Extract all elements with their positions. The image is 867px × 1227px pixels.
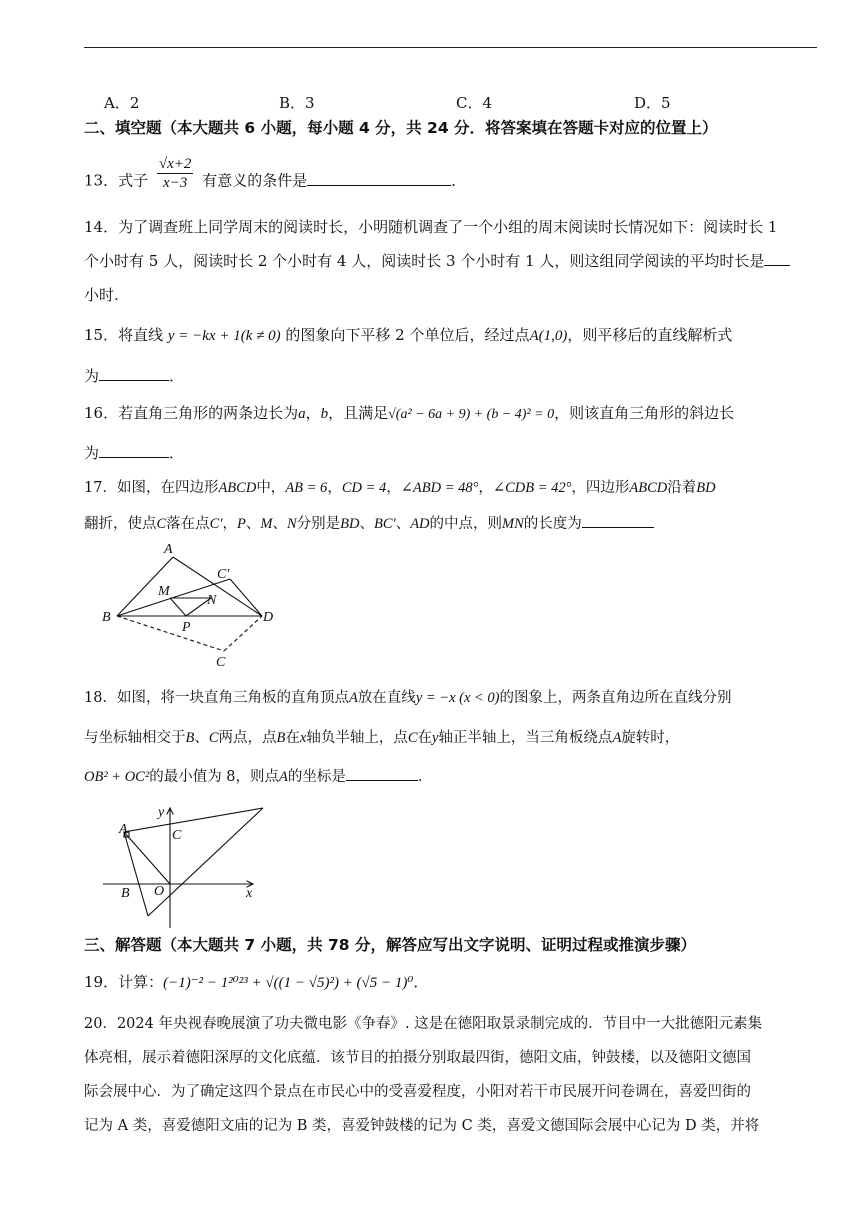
q17-text-d: 沿着 (667, 480, 697, 496)
q17-text-e: 翻折，使点 (84, 516, 157, 532)
label-c: C (172, 828, 182, 843)
q13-end: ． (451, 171, 467, 190)
q17-angle-cdb: ∠CDB = 42° (492, 480, 572, 496)
q17-comma: ， (327, 480, 342, 496)
q17-text-h: 的中点，则 (429, 516, 503, 532)
q18-text-d: 与坐标轴相交于 (84, 730, 186, 746)
segment-pm (170, 598, 186, 616)
q18-a: A (612, 730, 622, 746)
q14-line-2-text: 个小时有 5 人，阅读时长 2 个小时有 4 人，阅读时长 3 个小时有 1 人，则这组同学阅读的平均时长是 (84, 252, 765, 270)
q16-condition: √(a² − 6a + 9) + (b − 4)² = 0 (388, 407, 555, 422)
figure-17-quadrilateral (96, 536, 286, 670)
q18-line-2 (84, 728, 817, 748)
section-3-title: 三、解答题（本大题共 7 小题，共 78 分，解答应写出文字说明、证明过程或推演步骤） (84, 936, 696, 954)
label-c: C (216, 655, 226, 670)
q17-answer-blank (582, 513, 654, 528)
q17-quad: ABCD (629, 480, 668, 496)
q15-text-a: 15．将直线 (84, 326, 164, 344)
q17-bcprime: BC′ (373, 516, 396, 532)
q17-quad: ABCD (218, 480, 257, 496)
triangle-top-edge (124, 808, 263, 832)
header-rule (84, 47, 817, 48)
label-y: y (158, 805, 165, 820)
q16-text-a: 16．若直角三角形的两条边长为 (84, 404, 299, 422)
label-x: x (246, 886, 253, 901)
q17-bd: BD (340, 516, 360, 532)
q18-answer-blank (346, 766, 418, 781)
q16-line-1 (84, 403, 817, 425)
question-19 (84, 972, 817, 993)
q16-end: ． (169, 444, 185, 462)
q15-text-c: ，则平移后的直线解析式 (567, 326, 733, 344)
section-2-title: 二、填空题（本大题共 6 小题，每小题 4 分，共 24 分．将答案填在答题卡对应的位置上） (84, 119, 718, 137)
q17-comma: ， (386, 480, 401, 496)
q15-line-1 (84, 325, 817, 346)
q17-ad: AD (410, 516, 430, 532)
segment-bc-dashed (117, 616, 224, 651)
q14-line-3: 小时. (84, 286, 119, 304)
q17-text-c: ，四边形 (571, 480, 630, 496)
q13-numerator: √x+2 (158, 156, 192, 172)
q13-suffix: 有意义的条件是 (202, 171, 308, 190)
q18-text-c: 的图象上，两条直角边所在直线分别 (499, 690, 732, 706)
q18-text-i: 在 (417, 730, 432, 746)
q16-text-c: ，则该直角三角形的斜边长 (554, 404, 735, 422)
q13-number: 13． (84, 171, 119, 190)
q18-sum-squares: OB² + OC² (84, 769, 150, 785)
q16-separator: ， (305, 404, 321, 422)
q15-answer-blank (99, 366, 169, 381)
q20-line-4: 记为 A 类，喜爱德阳文庙的记为 B 类，喜爱钟鼓楼的记为 C 类，喜爱文德国际会展中心记为 D 类，并将 (84, 1118, 760, 1134)
q18-text-f: 两点，点 (218, 730, 277, 746)
q18-a: A (348, 690, 358, 706)
q17-cd: CD = 4 (341, 480, 387, 496)
q17-ab: AB = 6 (285, 480, 328, 496)
q17-angle-abd: ∠ABD = 48° (400, 480, 479, 496)
option-a: A．2 (104, 94, 140, 112)
q18-c: C (407, 730, 418, 746)
option-d: D．5 (634, 94, 671, 112)
q19-expression: (−1)⁻² − 1²⁰²³ + √((1 − √5)²) + (√5 − 1)⁰ (163, 975, 414, 991)
q18-text-a: 18．如图，将一块直角三角板的直角顶点 (84, 690, 349, 706)
segment-cd-dashed (224, 616, 262, 651)
q17-text-a: 17．如图，在四边形 (84, 480, 219, 496)
q17-m: M (260, 516, 273, 532)
q17-p: P (237, 516, 246, 532)
q17-n: N (286, 516, 297, 532)
q18-text-k: 旋转时， (621, 730, 680, 746)
q17-comma: ， (478, 480, 493, 496)
triangle-left-edge (124, 832, 148, 916)
label-b: B (102, 610, 111, 625)
q16-var-a: a (298, 406, 306, 422)
q14-line-1: 14．为了调查班上同学周末的阅读时长，小明随机调查了一个小组的周末阅读时长情况如下：阅读时长 1 (84, 218, 778, 236)
label-o: O (154, 884, 165, 899)
q17-bd: BD (696, 480, 716, 496)
q18-a: A (279, 769, 288, 785)
q20-line-2: 体亮相，展示着德阳深厚的文化底蕴．该节目的拍摄分别取最四街，德阳文庙，钟鼓楼，以及德阳文德国 (84, 1050, 751, 1066)
label-b: B (121, 886, 130, 901)
q18-text-e: 、 (194, 730, 209, 746)
q16-line-2-text: 为 (84, 444, 100, 462)
q17-cprime: C′ (209, 516, 223, 532)
q16-var-b: b (320, 406, 329, 422)
q17-text-i: 的长度为 (523, 516, 582, 532)
q19-prefix: 19．计算： (84, 973, 164, 991)
q18-c: C (208, 730, 219, 746)
label-cprime: C′ (217, 567, 230, 582)
q18-x: x (299, 730, 307, 746)
q18-text-g: 在 (285, 730, 300, 746)
q18-text-h: 轴负半轴上，点 (306, 730, 408, 746)
q15-line-equation: y = −kx + 1(k ≠ 0) (167, 328, 281, 344)
q15-text-b: 的图象向下平移 2 个单位后，经过点 (285, 326, 530, 344)
label-m: M (158, 584, 170, 599)
q15-line-2 (84, 366, 817, 386)
option-c: C．4 (456, 94, 493, 112)
q14-answer-blank (764, 251, 790, 266)
q17-dun: 、 (395, 516, 411, 532)
q20-line-1: 20．2024 年央视春晚展演了功夫微电影《争春》. 这是在德阳取景录制完成的．节目中一大批德阳元素集 (84, 1016, 763, 1032)
q17-text-g: 分别是 (296, 516, 341, 532)
q17-text-f: 落在点 (166, 516, 210, 532)
label-a: A (164, 542, 173, 557)
q17-text-b: 中， (256, 480, 286, 496)
q13-prefix: 式子 (118, 171, 149, 190)
q17-dun: 、 (245, 516, 261, 532)
q18-b: B (276, 730, 286, 746)
q17-comma: ， (222, 516, 238, 532)
label-d: D (263, 610, 274, 625)
q16-text-b: ，且满足 (328, 404, 389, 422)
q20-line-3: 际会展中心．为了确定这四个景点在市民心中的受喜爱程度，小阳对若干市民展开问卷调在，喜爱凹街的 (84, 1084, 751, 1100)
q15-line-2-text: 为 (84, 367, 100, 385)
q18-text-l: 的最小值为 8，则点 (149, 769, 280, 785)
q18-line-equation: y = −x (x < 0) (415, 690, 500, 706)
label-a: A (119, 822, 128, 837)
q13-answer-blank (307, 171, 451, 186)
q18-b: B (185, 730, 195, 746)
question-13 (84, 156, 817, 200)
figure-18-coordinate (100, 800, 265, 932)
q18-text-b: 放在直线 (357, 690, 416, 706)
q18-line-3 (84, 766, 817, 787)
option-b: B．3 (279, 94, 315, 112)
q14-line-2 (84, 251, 817, 271)
q13-fraction (157, 155, 194, 192)
q18-text-m: 的坐标是 (287, 769, 346, 785)
q18-y: y (432, 730, 439, 746)
q17-line-1 (84, 478, 817, 498)
q17-line-2 (84, 513, 817, 534)
q19-end: ． (413, 973, 429, 991)
q16-line-2 (84, 443, 817, 463)
q15-point: A(1,0) (529, 328, 568, 344)
q13-denominator: x−3 (163, 175, 188, 191)
label-p: P (182, 620, 191, 635)
label-n: N (207, 593, 217, 608)
q17-mn: MN (502, 516, 524, 532)
q17-dun: 、 (272, 516, 287, 532)
q16-answer-blank (99, 443, 169, 458)
q18-line-1 (84, 688, 817, 708)
q17-dun: 、 (359, 516, 374, 532)
q18-end: ． (417, 769, 433, 785)
q18-text-j: 轴正半轴上，当三角板绕点 (438, 730, 613, 746)
q17-c: C (156, 516, 167, 532)
segment-ad (173, 557, 262, 616)
q15-end: ． (169, 367, 185, 385)
